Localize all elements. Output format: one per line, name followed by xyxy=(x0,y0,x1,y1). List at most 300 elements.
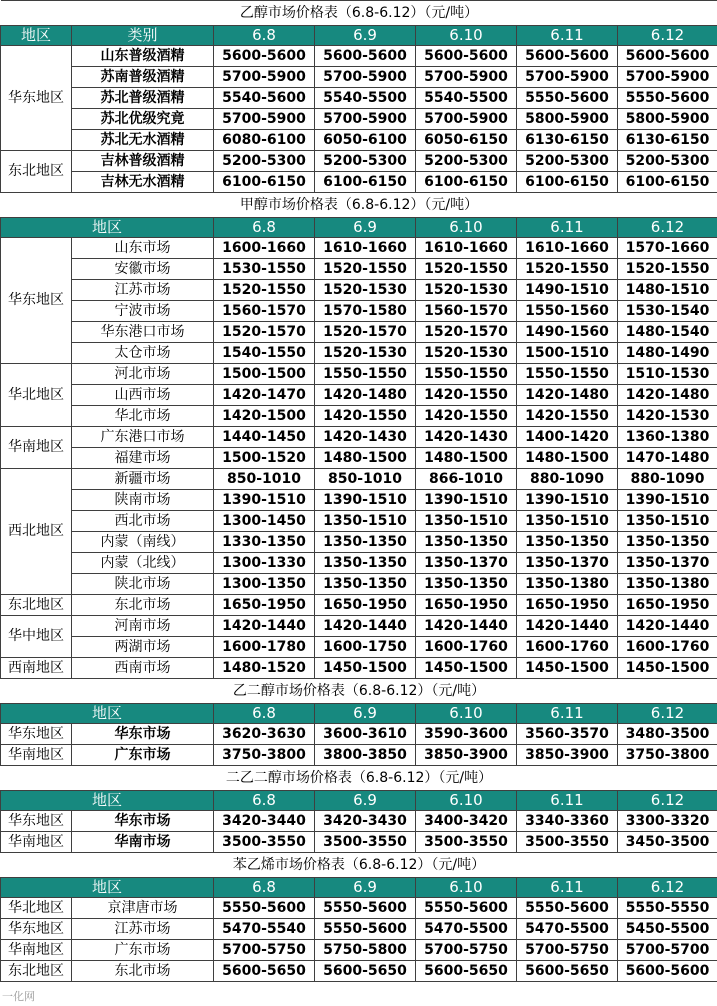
price-cell: 1350-1510 xyxy=(416,511,517,532)
price-cell: 5550-5600 xyxy=(517,898,618,919)
table-header-row xyxy=(1,878,717,898)
table-row xyxy=(1,88,717,109)
table-row xyxy=(1,616,717,637)
table-row xyxy=(1,343,717,364)
price-cell: 1650-1950 xyxy=(517,595,618,616)
price-cell: 1420-1440 xyxy=(517,616,618,637)
header-region: 地区 xyxy=(1,218,214,238)
item-cell: 福建市场 xyxy=(72,448,214,469)
price-cell: 1480-1490 xyxy=(618,343,717,364)
header-date: 6.9 xyxy=(315,791,416,811)
item-cell: 京津唐市场 xyxy=(72,898,214,919)
header-region: 地区 xyxy=(1,704,214,724)
price-cell: 3750-3800 xyxy=(214,745,315,766)
region-cell: 华东地区 xyxy=(1,238,72,364)
table-row xyxy=(1,532,717,553)
table-row xyxy=(1,574,717,595)
price-cell: 5700-5900 xyxy=(315,67,416,88)
price-cell: 3850-3900 xyxy=(416,745,517,766)
table-row xyxy=(1,898,717,919)
price-cell: 6130-6150 xyxy=(517,130,618,151)
price-cell: 1520-1530 xyxy=(315,280,416,301)
item-cell: 华南市场 xyxy=(72,832,214,853)
price-cell: 1480-1510 xyxy=(618,280,717,301)
price-cell: 1420-1530 xyxy=(618,406,717,427)
price-cell: 1350-1350 xyxy=(618,532,717,553)
price-cell: 1650-1950 xyxy=(315,595,416,616)
price-cell: 850-1010 xyxy=(214,469,315,490)
table-row xyxy=(1,595,717,616)
price-cell: 1400-1420 xyxy=(517,427,618,448)
price-cell: 3500-3550 xyxy=(214,832,315,853)
price-cell: 1510-1530 xyxy=(618,364,717,385)
price-cell: 1350-1370 xyxy=(416,553,517,574)
item-cell: 内蒙（北线） xyxy=(72,553,214,574)
price-cell: 5800-5900 xyxy=(517,109,618,130)
price-cell: 1520-1570 xyxy=(214,322,315,343)
price-cell: 1500-1510 xyxy=(517,343,618,364)
item-cell: 江苏市场 xyxy=(72,919,214,940)
price-cell: 1560-1570 xyxy=(214,301,315,322)
price-cell: 1520-1530 xyxy=(416,343,517,364)
table-title-row-ethanol xyxy=(1,1,717,26)
price-cell: 1540-1550 xyxy=(214,343,315,364)
region-cell: 华东地区 xyxy=(1,724,72,745)
table-row xyxy=(1,151,717,172)
price-cell: 1600-1750 xyxy=(315,637,416,658)
price-cell: 5700-5900 xyxy=(618,67,717,88)
header-date: 6.12 xyxy=(618,26,717,46)
price-cell: 1420-1550 xyxy=(416,406,517,427)
item-cell: 河北市场 xyxy=(72,364,214,385)
price-cell: 1600-1760 xyxy=(416,637,517,658)
region-cell: 华北地区 xyxy=(1,364,72,427)
price-cell: 1350-1350 xyxy=(416,532,517,553)
price-cell: 1520-1550 xyxy=(618,259,717,280)
header-date: 6.11 xyxy=(517,791,618,811)
table-row xyxy=(1,724,717,745)
table-row xyxy=(1,172,717,193)
price-cell: 3420-3440 xyxy=(214,811,315,832)
price-cell: 1420-1430 xyxy=(416,427,517,448)
item-cell: 华东市场 xyxy=(72,724,214,745)
price-cell: 1520-1550 xyxy=(315,259,416,280)
item-cell: 苏南普级酒精 xyxy=(72,67,214,88)
header-region: 地区 xyxy=(1,26,72,46)
item-cell: 苏北优级究竟 xyxy=(72,109,214,130)
region-cell: 华北地区 xyxy=(1,898,72,919)
item-cell: 河南市场 xyxy=(72,616,214,637)
table-row xyxy=(1,109,717,130)
price-cell: 1350-1350 xyxy=(315,574,416,595)
price-cell: 1420-1440 xyxy=(618,616,717,637)
price-cell: 1350-1350 xyxy=(416,574,517,595)
item-cell: 新疆市场 xyxy=(72,469,214,490)
price-cell: 1300-1350 xyxy=(214,574,315,595)
price-cell: 5200-5300 xyxy=(214,151,315,172)
header-date: 6.8 xyxy=(214,218,315,238)
price-cell: 1420-1550 xyxy=(416,385,517,406)
price-cell: 1450-1500 xyxy=(618,658,717,679)
price-cell: 1420-1440 xyxy=(315,616,416,637)
region-cell: 东北地区 xyxy=(1,595,72,616)
header-date: 6.10 xyxy=(416,218,517,238)
header-date: 6.8 xyxy=(214,26,315,46)
table-row xyxy=(1,406,717,427)
header-date: 6.10 xyxy=(416,26,517,46)
table-title: 甲醇市场价格表（6.8-6.12）（元/吨） xyxy=(1,193,717,218)
price-cell: 1420-1440 xyxy=(416,616,517,637)
price-cell: 5600-5600 xyxy=(618,961,717,982)
price-cell: 1500-1500 xyxy=(214,364,315,385)
price-cell: 1390-1510 xyxy=(517,490,618,511)
price-cell: 1350-1380 xyxy=(618,574,717,595)
region-cell: 东北地区 xyxy=(1,961,72,982)
table-row xyxy=(1,448,717,469)
price-cell: 1520-1530 xyxy=(416,280,517,301)
header-date: 6.9 xyxy=(315,26,416,46)
table-title-row-methanol xyxy=(1,193,717,218)
header-date: 6.12 xyxy=(618,218,717,238)
price-cell: 5700-5900 xyxy=(517,67,618,88)
price-cell: 1300-1450 xyxy=(214,511,315,532)
price-cell: 3500-3550 xyxy=(315,832,416,853)
price-cell: 5700-5750 xyxy=(517,940,618,961)
table-title-row-deg xyxy=(1,766,717,791)
table-row xyxy=(1,385,717,406)
table-row xyxy=(1,553,717,574)
price-cell: 1390-1510 xyxy=(618,490,717,511)
price-cell: 1360-1380 xyxy=(618,427,717,448)
price-cell: 5200-5300 xyxy=(618,151,717,172)
price-cell: 3400-3420 xyxy=(416,811,517,832)
item-cell: 安徽市场 xyxy=(72,259,214,280)
header-date: 6.12 xyxy=(618,878,717,898)
price-cell: 3450-3500 xyxy=(618,832,717,853)
price-cell: 850-1010 xyxy=(315,469,416,490)
price-cell: 3340-3360 xyxy=(517,811,618,832)
price-cell: 1550-1550 xyxy=(517,364,618,385)
item-cell: 西北市场 xyxy=(72,511,214,532)
price-cell: 5700-5750 xyxy=(416,940,517,961)
price-cell: 6130-6150 xyxy=(618,130,717,151)
region-cell: 华东地区 xyxy=(1,811,72,832)
price-cell: 1390-1510 xyxy=(416,490,517,511)
region-cell: 华南地区 xyxy=(1,940,72,961)
price-cell: 5600-5600 xyxy=(315,46,416,67)
header-date: 6.9 xyxy=(315,878,416,898)
item-cell: 宁波市场 xyxy=(72,301,214,322)
price-cell: 1550-1550 xyxy=(416,364,517,385)
header-date: 6.11 xyxy=(517,218,618,238)
price-cell: 3300-3320 xyxy=(618,811,717,832)
region-cell: 华南地区 xyxy=(1,832,72,853)
price-cell: 1610-1660 xyxy=(416,238,517,259)
price-cell: 1550-1550 xyxy=(315,364,416,385)
table-title-row-eg xyxy=(1,679,717,704)
price-cell: 866-1010 xyxy=(416,469,517,490)
price-cell: 5700-5900 xyxy=(416,109,517,130)
item-cell: 山东普级酒精 xyxy=(72,46,214,67)
price-cell: 1490-1510 xyxy=(517,280,618,301)
price-cell: 3750-3800 xyxy=(618,745,717,766)
price-cell: 6100-6150 xyxy=(214,172,315,193)
price-cell: 5470-5500 xyxy=(416,919,517,940)
price-cell: 5700-5900 xyxy=(214,67,315,88)
price-cell: 1600-1760 xyxy=(517,637,618,658)
price-cell: 1420-1440 xyxy=(214,616,315,637)
region-cell: 华东地区 xyxy=(1,46,72,151)
price-cell: 5470-5540 xyxy=(214,919,315,940)
item-cell: 苏北无水酒精 xyxy=(72,130,214,151)
table-row xyxy=(1,301,717,322)
table-row xyxy=(1,745,717,766)
price-cell: 1420-1430 xyxy=(315,427,416,448)
price-cell: 1420-1470 xyxy=(214,385,315,406)
item-cell: 内蒙（南线） xyxy=(72,532,214,553)
price-cell: 6050-6100 xyxy=(315,130,416,151)
price-cell: 5600-5600 xyxy=(214,46,315,67)
price-cell: 5540-5500 xyxy=(416,88,517,109)
table-row xyxy=(1,364,717,385)
header-date: 6.11 xyxy=(517,704,618,724)
item-cell: 华东市场 xyxy=(72,811,214,832)
price-cell: 1650-1950 xyxy=(416,595,517,616)
header-category: 类别 xyxy=(72,26,214,46)
price-cell: 880-1090 xyxy=(517,469,618,490)
price-cell: 5600-5650 xyxy=(214,961,315,982)
price-cell: 6080-6100 xyxy=(214,130,315,151)
price-cell: 1350-1510 xyxy=(315,511,416,532)
price-cell: 1520-1550 xyxy=(517,259,618,280)
item-cell: 广东港口市场 xyxy=(72,427,214,448)
table-row xyxy=(1,46,717,67)
table-header-row xyxy=(1,218,717,238)
item-cell: 华北市场 xyxy=(72,406,214,427)
table-title: 乙二醇市场价格表（6.8-6.12）（元/吨） xyxy=(1,679,717,704)
table-row xyxy=(1,658,717,679)
price-cell: 1600-1660 xyxy=(214,238,315,259)
price-cell: 3560-3570 xyxy=(517,724,618,745)
region-cell: 华中地区 xyxy=(1,616,72,658)
price-cell: 1350-1350 xyxy=(315,532,416,553)
item-cell: 广东市场 xyxy=(72,940,214,961)
table-title-row-styrene xyxy=(1,853,717,878)
price-cell: 1520-1550 xyxy=(214,280,315,301)
table-row xyxy=(1,469,717,490)
price-cell: 1480-1520 xyxy=(214,658,315,679)
table-title: 乙醇市场价格表（6.8-6.12）（元/吨） xyxy=(1,1,717,26)
price-cell: 1350-1370 xyxy=(517,553,618,574)
price-cell: 5540-5600 xyxy=(214,88,315,109)
header-date: 6.12 xyxy=(618,704,717,724)
price-cell: 1420-1480 xyxy=(315,385,416,406)
price-cell: 1530-1540 xyxy=(618,301,717,322)
price-cell: 5600-5650 xyxy=(315,961,416,982)
price-cell: 1420-1480 xyxy=(618,385,717,406)
price-cell: 1610-1660 xyxy=(517,238,618,259)
region-cell: 东北地区 xyxy=(1,151,72,193)
price-cell: 1450-1500 xyxy=(416,658,517,679)
item-cell: 山东市场 xyxy=(72,238,214,259)
price-cell: 5550-5550 xyxy=(618,898,717,919)
price-cell: 1390-1510 xyxy=(214,490,315,511)
price-cell: 1650-1950 xyxy=(214,595,315,616)
table-title: 苯乙烯市场价格表（6.8-6.12）（元/吨） xyxy=(1,853,717,878)
table-row xyxy=(1,832,717,853)
header-region: 地区 xyxy=(1,791,214,811)
price-cell: 5800-5900 xyxy=(618,109,717,130)
price-cell: 1440-1450 xyxy=(214,427,315,448)
table-row xyxy=(1,238,717,259)
price-cell: 5200-5300 xyxy=(517,151,618,172)
price-cell: 5550-5600 xyxy=(315,898,416,919)
price-tables-body xyxy=(1,1,717,982)
table-row xyxy=(1,511,717,532)
table-row xyxy=(1,322,717,343)
price-cell: 1650-1950 xyxy=(618,595,717,616)
item-cell: 东北市场 xyxy=(72,961,214,982)
price-cell: 1450-1500 xyxy=(517,658,618,679)
table-header-row xyxy=(1,704,717,724)
table-header-row xyxy=(1,791,717,811)
price-cell: 1600-1760 xyxy=(618,637,717,658)
price-cell: 3620-3630 xyxy=(214,724,315,745)
price-cell: 1530-1550 xyxy=(214,259,315,280)
item-cell: 陕南市场 xyxy=(72,490,214,511)
table-row xyxy=(1,919,717,940)
price-cell: 5470-5500 xyxy=(517,919,618,940)
price-cell: 1420-1500 xyxy=(214,406,315,427)
price-cell: 1350-1510 xyxy=(618,511,717,532)
price-cell: 5600-5600 xyxy=(618,46,717,67)
table-row xyxy=(1,259,717,280)
price-cell: 5600-5600 xyxy=(517,46,618,67)
price-cell: 1350-1350 xyxy=(517,532,618,553)
item-cell: 太仓市场 xyxy=(72,343,214,364)
price-cell: 5200-5300 xyxy=(416,151,517,172)
price-cell: 1420-1550 xyxy=(517,406,618,427)
header-date: 6.9 xyxy=(315,218,416,238)
price-cell: 6100-6150 xyxy=(315,172,416,193)
price-cell: 5700-5900 xyxy=(214,109,315,130)
price-cell: 5600-5650 xyxy=(416,961,517,982)
region-cell: 西南地区 xyxy=(1,658,72,679)
price-cell: 3600-3610 xyxy=(315,724,416,745)
price-cell: 1420-1480 xyxy=(517,385,618,406)
item-cell: 陕北市场 xyxy=(72,574,214,595)
price-cell: 5750-5800 xyxy=(315,940,416,961)
header-date: 6.9 xyxy=(315,704,416,724)
header-date: 6.11 xyxy=(517,26,618,46)
price-cell: 5600-5600 xyxy=(416,46,517,67)
price-cell: 1520-1550 xyxy=(416,259,517,280)
price-cell: 1480-1500 xyxy=(517,448,618,469)
price-cell: 1300-1330 xyxy=(214,553,315,574)
price-cell: 5550-5600 xyxy=(214,898,315,919)
price-cell: 5700-5750 xyxy=(214,940,315,961)
header-date: 6.10 xyxy=(416,791,517,811)
header-region: 地区 xyxy=(1,878,214,898)
header-date: 6.11 xyxy=(517,878,618,898)
region-cell: 西北地区 xyxy=(1,469,72,595)
price-cell: 6050-6150 xyxy=(416,130,517,151)
price-cell: 6100-6150 xyxy=(517,172,618,193)
table-row xyxy=(1,811,717,832)
price-cell: 880-1090 xyxy=(618,469,717,490)
price-cell: 1520-1570 xyxy=(416,322,517,343)
table-row xyxy=(1,130,717,151)
table-row xyxy=(1,427,717,448)
price-cell: 1610-1660 xyxy=(315,238,416,259)
price-cell: 5700-5900 xyxy=(416,67,517,88)
price-cell: 5700-5700 xyxy=(618,940,717,961)
table-row xyxy=(1,637,717,658)
item-cell: 西南市场 xyxy=(72,658,214,679)
price-cell: 5550-5600 xyxy=(315,919,416,940)
item-cell: 华东港口市场 xyxy=(72,322,214,343)
table-row xyxy=(1,67,717,88)
price-cell: 5700-5900 xyxy=(315,109,416,130)
price-cell: 3500-3550 xyxy=(517,832,618,853)
item-cell: 山西市场 xyxy=(72,385,214,406)
table-header-row xyxy=(1,26,717,46)
price-cell: 1570-1580 xyxy=(315,301,416,322)
price-cell: 5450-5500 xyxy=(618,919,717,940)
header-date: 6.10 xyxy=(416,704,517,724)
price-cell: 3500-3550 xyxy=(416,832,517,853)
price-cell: 1570-1660 xyxy=(618,238,717,259)
price-cell: 1550-1560 xyxy=(517,301,618,322)
price-cell: 3590-3600 xyxy=(416,724,517,745)
price-cell: 6100-6150 xyxy=(416,172,517,193)
price-cell: 1500-1520 xyxy=(214,448,315,469)
price-cell: 1420-1550 xyxy=(315,406,416,427)
price-cell: 1490-1560 xyxy=(517,322,618,343)
item-cell: 广东市场 xyxy=(72,745,214,766)
price-cell: 1560-1570 xyxy=(416,301,517,322)
price-cell: 3420-3430 xyxy=(315,811,416,832)
price-cell: 5200-5300 xyxy=(315,151,416,172)
header-date: 6.8 xyxy=(214,791,315,811)
price-cell: 6100-6150 xyxy=(618,172,717,193)
price-cell: 1520-1570 xyxy=(315,322,416,343)
price-cell: 1390-1510 xyxy=(315,490,416,511)
item-cell: 吉林普级酒精 xyxy=(72,151,214,172)
price-cell: 1350-1370 xyxy=(618,553,717,574)
header-date: 6.8 xyxy=(214,704,315,724)
region-cell: 华东地区 xyxy=(1,919,72,940)
price-cell: 3800-3850 xyxy=(315,745,416,766)
table-title: 二乙二醇市场价格表（6.8-6.12）（元/吨） xyxy=(1,766,717,791)
table-row xyxy=(1,490,717,511)
price-cell: 1470-1480 xyxy=(618,448,717,469)
item-cell: 东北市场 xyxy=(72,595,214,616)
price-cell: 5550-5600 xyxy=(517,88,618,109)
price-cell: 1600-1780 xyxy=(214,637,315,658)
price-cell: 1520-1530 xyxy=(315,343,416,364)
price-cell: 1480-1500 xyxy=(416,448,517,469)
item-cell: 江苏市场 xyxy=(72,280,214,301)
region-cell: 华南地区 xyxy=(1,427,72,469)
price-cell: 5550-5600 xyxy=(416,898,517,919)
header-date: 6.8 xyxy=(214,878,315,898)
price-cell: 1480-1540 xyxy=(618,322,717,343)
price-cell: 1350-1380 xyxy=(517,574,618,595)
header-date: 6.10 xyxy=(416,878,517,898)
table-row xyxy=(1,940,717,961)
region-cell: 华南地区 xyxy=(1,745,72,766)
